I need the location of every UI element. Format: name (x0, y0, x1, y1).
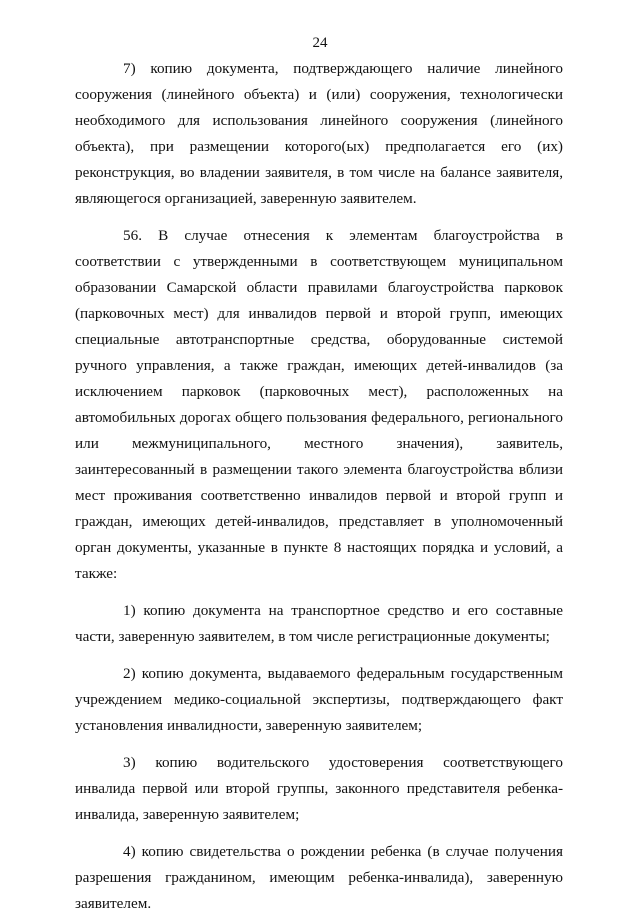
paragraph-item-4: 4) копию свидетельства о рождении ребенка (в случае получения разрешения гражданином, имеющим ребенка-инвалида), заверенную заявителем. (75, 843, 563, 912)
document-body (75, 56, 563, 917)
paragraph-item-7: 7) копию документа, подтверждающего наличие линейного сооружения (линейного объекта) и (или) сооружения, технологически необходимого для использования линейного сооружения (линейного объекта), при размещении которого(ых) предполагается его (их) реконструкция, во владении заявителя, в том числе на балансе заявителя, являющегося организацией, заверенную заявителем. (75, 60, 563, 207)
paragraph-item-1: 1) копию документа на транспортное средство и его составные части, заверенную заявителем, в том числе регистрационные документы; (75, 602, 563, 645)
paragraph-item-3: 3) копию водительского удостоверения соответствующего инвалида первой или второй группы, законного представителя ребенка-инвалида, заверенную заявителем; (75, 754, 563, 823)
paragraph-item-2: 2) копию документа, выдаваемого федеральным государственным учреждением медико-социальной экспертизы, подтверждающего факт установления инвалидности, заверенную заявителем; (75, 665, 563, 734)
page-number: 24 (312, 35, 328, 51)
paragraph-clause-56: 56. В случае отнесения к элементам благоустройства в соответствии с утвержденными в соответствующем муниципальном образовании Самарской области правилами благоустройства парковок (парковочных мест) для инвалидов первой и второй групп, имеющих специальные автотранспортные средства, оборудованные системой ручного управления, а также граждан, имеющих детей-инвалидов (за исключением парковок (парковочных мест), расположенных на автомобильных дорогах общего пользования федерального, регионального или межмуниципального, местного значения), заявитель, заинтересованный в размещении такого элемента благоустройства вблизи мест проживания соответственно инвалидов первой и второй групп и граждан, имеющих детей-инвалидов, представляет в уполномоченный орган документы, указанные в пункте 8 настоящих порядка и условий, а также: (75, 227, 563, 582)
